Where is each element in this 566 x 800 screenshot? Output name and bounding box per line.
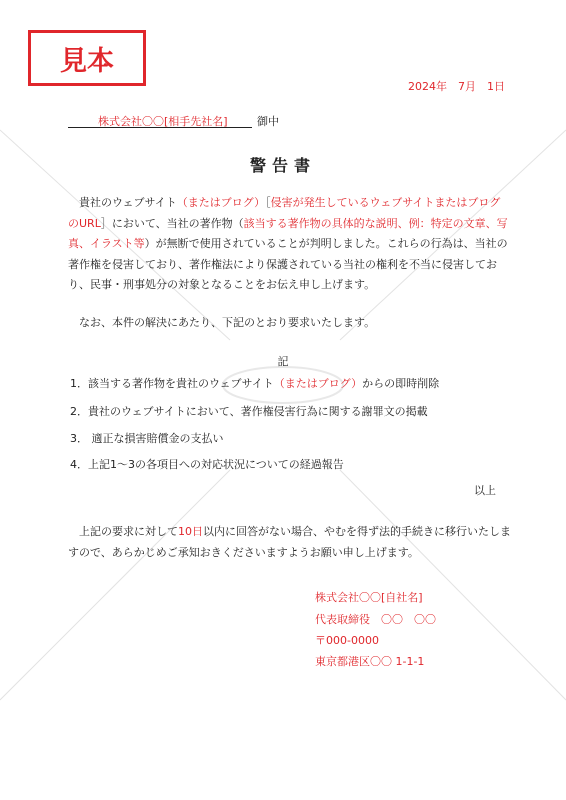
- paragraph-2: なお、本件の解決にあたり、下記のとおり要求いたします。: [68, 316, 376, 329]
- sample-stamp: 見本: [28, 30, 146, 86]
- closing-ijo: 以上: [474, 484, 496, 497]
- list-item-1-tail: からの即時削除: [362, 377, 440, 390]
- paragraph-1: [68, 193, 508, 296]
- text-run: ］において、当社の著作物（: [100, 216, 244, 230]
- text-run: ）が無断で使用されていることが判明しました。これらの行為は、当社の: [144, 237, 508, 250]
- list-item: 4．上記1～3の各項目への対応状況についての経過報告: [70, 458, 344, 471]
- sender-representative: 代表取締役 〇〇 〇〇: [315, 613, 436, 626]
- paragraph-1-line-4: 著作権を侵害しており、著作権法により保護されている当社の権利を不当に侵害してお: [68, 257, 497, 271]
- document-date: 2024年 7月 1日: [408, 80, 505, 93]
- list-item: 2．貴社のウェブサイトにおいて、著作権侵害行為に関する謝罪文の掲載: [70, 405, 428, 418]
- addressee-suffix: 御中: [257, 115, 279, 128]
- text-run: 貴社のウェブサイト: [68, 196, 177, 209]
- list-item: 3． 適正な損害賠償金の支払い: [70, 432, 224, 445]
- sender-company: 株式会社〇〇[自社名]: [315, 591, 423, 604]
- paragraph-1-line-2: [68, 214, 508, 235]
- paragraph-3-line-2: すので、あらかじめご承知おきくださいますようお願い申し上げます。: [68, 546, 419, 559]
- text-run: ［: [265, 196, 271, 209]
- highlight-run: 真、イラスト等: [68, 237, 145, 250]
- paragraph-3-deadline: 10日: [178, 525, 203, 538]
- addressee-name: 株式会社〇〇[相手先社名]: [98, 115, 228, 128]
- paragraph-3-text-c: 以内に回答がない場合、やむを得ず法的手続きに移行いたしま: [203, 525, 511, 538]
- highlight-run: （またはブログ）: [176, 196, 266, 209]
- sender-address: 東京都港区〇〇 1-1-1: [315, 655, 425, 668]
- highlight-run: 該当する著作物の具体的な説明、例：特定の文章、写: [243, 216, 508, 230]
- paragraph-3: [68, 521, 511, 563]
- sender-postal-code: 〒000-0000: [315, 634, 379, 647]
- paragraph-3-text-a: 上記の要求に対して: [68, 525, 178, 538]
- paragraph-1-line-1: [68, 193, 501, 214]
- highlight-run: のURL: [68, 216, 101, 230]
- paragraph-1-line-5: り、民事・刑事処分の対象となることをお伝え申し上げます。: [68, 278, 376, 291]
- list-item: [70, 375, 439, 391]
- paragraph-1-line-3: [68, 234, 508, 255]
- document-title: 警告書: [249, 156, 316, 175]
- list-item-1-text: 1．該当する著作物を貴社のウェブサイト: [70, 377, 274, 390]
- highlight-run: 侵害が発生しているウェブサイトまたはブログ: [270, 196, 501, 209]
- ki-heading: 記: [277, 355, 289, 368]
- list-item-1-highlight: （またはブログ）: [273, 377, 363, 390]
- paragraph-3-line-1: [68, 521, 511, 542]
